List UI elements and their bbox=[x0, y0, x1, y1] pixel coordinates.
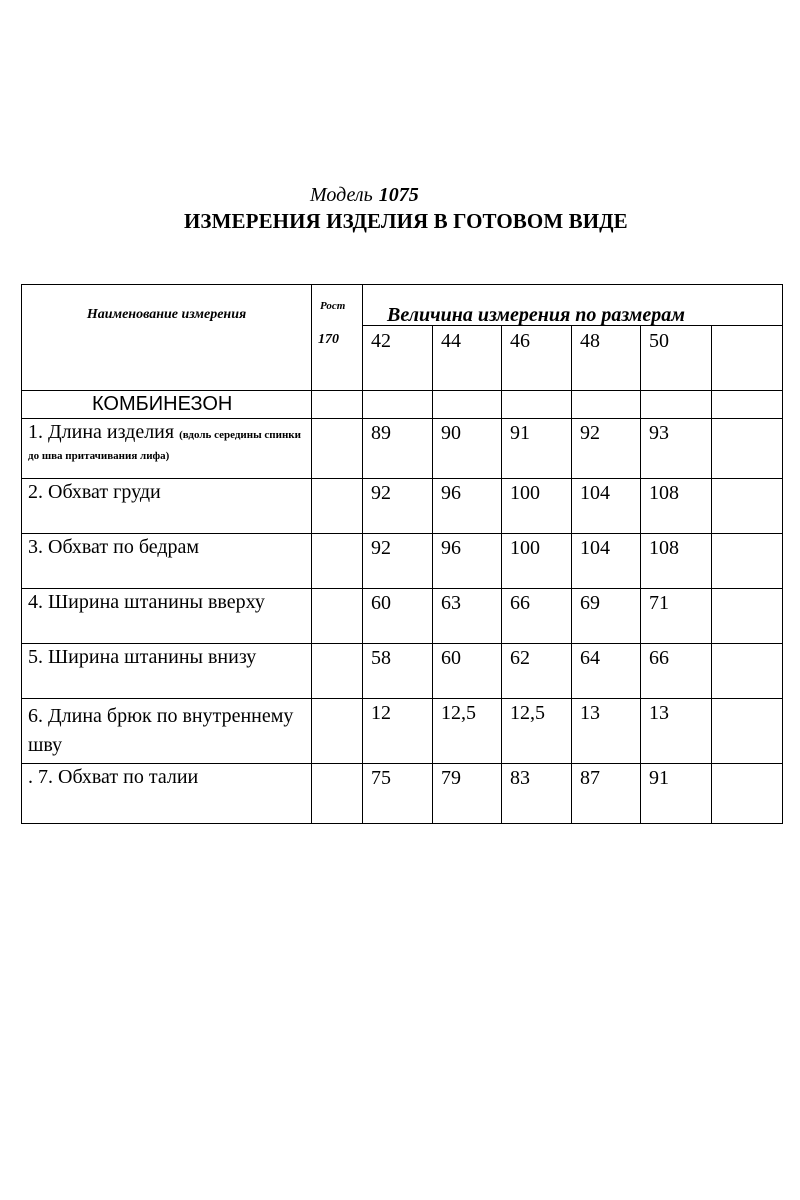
measure-value: 92 bbox=[363, 479, 433, 534]
measure-value: 12,5 bbox=[433, 699, 502, 764]
measure-value: 108 bbox=[641, 479, 712, 534]
measure-value: 58 bbox=[363, 644, 433, 699]
table-row bbox=[22, 644, 783, 699]
measure-name: . 7. Обхват по талии bbox=[28, 766, 199, 788]
measure-name: 2. Обхват груди bbox=[28, 481, 161, 503]
measure-value: 96 bbox=[433, 534, 502, 589]
measure-value: 87 bbox=[572, 764, 641, 824]
model-line bbox=[310, 184, 419, 207]
size-header: 42 bbox=[363, 326, 433, 391]
document-title: ИЗМЕРЕНИЯ ИЗДЕЛИЯ В ГОТОВОМ ВИДЕ bbox=[184, 209, 628, 233]
measure-value: 104 bbox=[572, 479, 641, 534]
model-number: 1075 bbox=[378, 184, 419, 206]
measure-value: 12,5 bbox=[502, 699, 572, 764]
measure-value: 60 bbox=[433, 644, 502, 699]
measure-name-cell bbox=[22, 534, 312, 589]
measure-value: 64 bbox=[572, 644, 641, 699]
measure-value: 71 bbox=[641, 589, 712, 644]
measure-name: 4. Ширина штанины вверху bbox=[28, 591, 265, 613]
header-rost-cell bbox=[312, 285, 363, 391]
measure-value: 63 bbox=[433, 589, 502, 644]
measure-value: 79 bbox=[433, 764, 502, 824]
measure-value: 83 bbox=[502, 764, 572, 824]
table-row bbox=[22, 534, 783, 589]
table-row bbox=[22, 419, 783, 479]
measure-value: 108 bbox=[641, 534, 712, 589]
size-header: 44 bbox=[433, 326, 502, 391]
measure-value: 100 bbox=[502, 534, 572, 589]
measure-value bbox=[712, 589, 783, 644]
measure-name: 3. Обхват по бедрам bbox=[28, 536, 200, 558]
measure-value: 91 bbox=[502, 419, 572, 479]
measure-value: 104 bbox=[572, 534, 641, 589]
header-name-cell bbox=[22, 285, 312, 391]
measure-value: 62 bbox=[502, 644, 572, 699]
header-rost-value: 170 bbox=[318, 332, 339, 347]
measure-value bbox=[712, 699, 783, 764]
size-header: 50 bbox=[641, 326, 712, 391]
section-label: КОМБИНЕЗОН bbox=[22, 391, 312, 419]
measure-value: 69 bbox=[572, 589, 641, 644]
measure-value: 66 bbox=[502, 589, 572, 644]
measure-value: 92 bbox=[572, 419, 641, 479]
size-header: 48 bbox=[572, 326, 641, 391]
measure-value bbox=[712, 479, 783, 534]
measure-value: 100 bbox=[502, 479, 572, 534]
measure-value: 89 bbox=[363, 419, 433, 479]
section-row bbox=[22, 391, 783, 419]
measure-value: 92 bbox=[363, 534, 433, 589]
measure-name-cell bbox=[22, 419, 312, 479]
measure-name-cell bbox=[22, 699, 312, 764]
measure-value: 60 bbox=[363, 589, 433, 644]
measure-name-cell bbox=[22, 479, 312, 534]
measure-value: 66 bbox=[641, 644, 712, 699]
table-row bbox=[22, 764, 783, 824]
measure-value: 12 bbox=[363, 699, 433, 764]
measure-name-cell bbox=[22, 644, 312, 699]
measure-note: (вдоль середины спинки до шва притачивания лифа) bbox=[28, 429, 301, 462]
header-name-label: Наименование измерения bbox=[86, 307, 247, 322]
measurements-table bbox=[21, 284, 783, 824]
measure-value: 75 bbox=[363, 764, 433, 824]
measure-value bbox=[712, 419, 783, 479]
measure-value bbox=[712, 764, 783, 824]
measure-value: 13 bbox=[641, 699, 712, 764]
measure-name: 1. Длина изделия bbox=[28, 421, 180, 443]
size-header: 46 bbox=[502, 326, 572, 391]
header-row bbox=[22, 285, 783, 326]
measure-name: 5. Ширина штанины внизу bbox=[28, 646, 257, 668]
table-row bbox=[22, 699, 783, 764]
measure-value: 93 bbox=[641, 419, 712, 479]
header-rost-label: Рост bbox=[320, 300, 346, 312]
measure-name-cell bbox=[22, 589, 312, 644]
size-header bbox=[712, 326, 783, 391]
measure-value: 91 bbox=[641, 764, 712, 824]
model-label: Модель bbox=[310, 184, 373, 206]
table-row bbox=[22, 479, 783, 534]
measure-value bbox=[712, 534, 783, 589]
measure-name: 6. Длина брюк по внутреннему шву bbox=[28, 705, 294, 756]
measure-value bbox=[712, 644, 783, 699]
measure-name-cell bbox=[22, 764, 312, 824]
header-sizes-title: Величина измерения по размерам bbox=[363, 285, 783, 326]
measure-value: 13 bbox=[572, 699, 641, 764]
table-row bbox=[22, 589, 783, 644]
measure-value: 96 bbox=[433, 479, 502, 534]
measure-value: 90 bbox=[433, 419, 502, 479]
